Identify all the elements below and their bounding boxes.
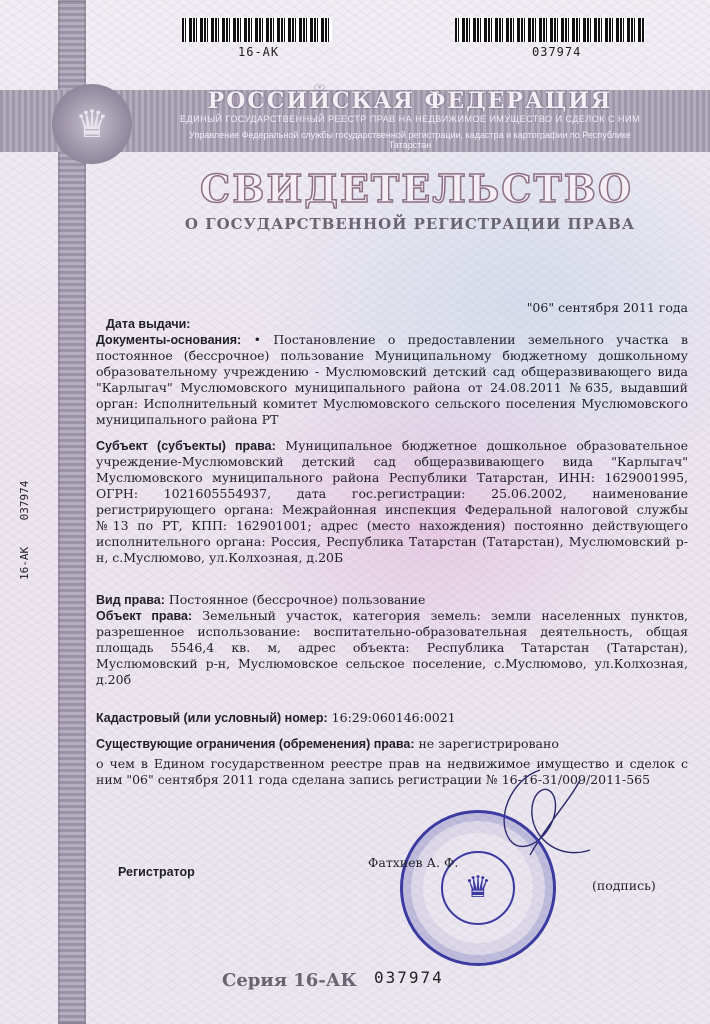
certificate-body	[96, 300, 688, 788]
barcode-right-text: 037974	[532, 45, 582, 59]
coat-of-arms-emblem	[52, 84, 132, 164]
agency-name: Управление Федеральной службы государственной регистрации, кадастра и картографии по Республике Татарстан	[189, 130, 631, 150]
docs-label: Документы-основания:	[96, 333, 242, 347]
seal-eagle-icon: ♛	[441, 851, 515, 925]
series-number: 037974	[374, 968, 444, 987]
object-label: Объект права:	[96, 609, 193, 623]
right-type-label: Вид права:	[96, 593, 165, 607]
certificate-subtitle: О ГОСУДАРСТВЕННОЙ РЕГИСТРАЦИИ ПРАВА	[184, 215, 636, 233]
side-series: 16-АК	[18, 546, 31, 580]
official-seal	[400, 810, 556, 966]
object-paragraph	[96, 608, 688, 688]
right-type-paragraph	[96, 592, 688, 608]
docs-paragraph	[96, 332, 688, 428]
cadastral-label: Кадастровый (или условный) номер:	[96, 711, 328, 725]
registrar-name: Фатхиев А. Ф.	[368, 855, 459, 870]
side-number: 037974	[18, 480, 31, 521]
limits-paragraph	[96, 736, 688, 752]
signature-label: (подпись)	[592, 878, 656, 893]
subject-paragraph	[96, 438, 688, 566]
series-label: Серия 16-АК	[222, 970, 357, 991]
cadastral-text: 16:29:060146:0021	[327, 710, 456, 725]
barcode-left-text: 16-АК	[238, 45, 280, 59]
double-headed-eagle-icon: ♛	[74, 102, 110, 146]
barcode-right	[455, 18, 645, 42]
registry-name: ЕДИНЫЙ ГОСУДАРСТВЕННЫЙ РЕЕСТР ПРАВ НА НЕДВИЖИМОЕ ИМУЩЕСТВО И СДЕЛОК С НИМ	[180, 114, 640, 124]
barcode-left	[182, 18, 332, 42]
country-title: РОССИЙСКАЯ ФЕДЕРАЦИЯ	[207, 88, 613, 114]
record-paragraph: о чем в Едином государственном реестре прав на недвижимое имущество и сделок с ним "06" сентября 2011 года сделана запись регистрации № 16-16-31/009/2011-565	[96, 756, 688, 787]
object-text: Земельный участок, категория земель: земли населенных пунктов, разрешенное использование: воспитательно-образовательная деятельность, общая площадь 5546,4 кв. м, адрес объекта: Республика Татарстан (Татарстан), Муслюмовский р-н, Муслюмовское сельское поселение, с.Муслюмово, ул.Колхозная, д.20б	[96, 608, 688, 687]
certificate-title: СВИДЕТЕЛЬСТВО	[200, 166, 633, 211]
cadastral-paragraph	[96, 710, 688, 726]
limits-text: не зарегистрировано	[414, 736, 559, 751]
docs-text: • Постановление о предоставлении земельного участка в постоянное (бессрочное) пользование Муниципальному бюджетному дошкольному образовательному учреждению - Муслюмовский детский сад общеразвивающего вида "Карлыгач" Муслюмовского муниципального района от 24.08.2011 №635, выдавший орган: Исполнительный комитет Муслюмовского сельского поселения Муслюмовского муниципального района РТ	[96, 332, 688, 427]
right-type-text: Постоянное (бессрочное) пользование	[164, 592, 426, 607]
side-series-number	[18, 470, 42, 590]
issue-date-label: Дата выдачи:	[106, 317, 191, 331]
issue-date-value: "06" сентября 2011 года	[526, 300, 688, 315]
registrar-label: Регистратор	[118, 865, 195, 879]
subject-label: Субъект (субъекты) права:	[96, 439, 276, 453]
limits-label: Существующие ограничения (обременения) права:	[96, 737, 415, 751]
subject-text: Муниципальное бюджетное дошкольное образовательное учреждение-Муслюмовский детский сад общеразвивающего вида "Карлыгач" Муслюмовского муниципального района Республики Татарстан, ИНН: 1629001995, ОГРН: 1021605554937, дата гос.регистрации: 25.06.2002, наименование регистрирующего органа: Межрайонная инспекция Федеральной налоговой службы №13 по РТ, КПП: 162901001; адрес (место нахождения) постоянно действующего исполнительного органа: Россия, Республика Татарстан (Татарстан), Муслюмовский р-н, с.Муслюмово, ул.Колхозная, д.20Б	[96, 438, 688, 565]
